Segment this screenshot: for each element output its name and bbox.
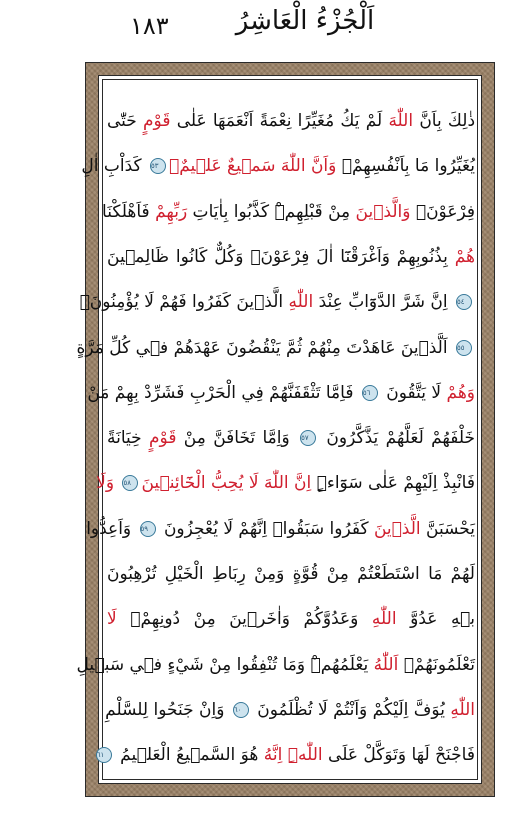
highlighted-text: هُمْ xyxy=(454,246,475,267)
highlighted-text: وَاَنَّ اللّٰهَ سَم۪يعٌ عَل۪يمٌۙ xyxy=(169,156,337,177)
highlighted-text: لَا xyxy=(107,609,117,630)
verse-line xyxy=(107,551,475,597)
verse-text: خَلْفَهُمْ لَعَلَّهُمْ يَذَّكَّرُونَ xyxy=(319,428,475,449)
verse-line xyxy=(76,642,475,688)
highlighted-text: وَهُمْ xyxy=(446,382,475,403)
page-frame xyxy=(76,62,495,797)
verse-text: ب۪هِ عَدُوَّ xyxy=(396,609,475,630)
verse-text: مِنْ قَبْلِهِمْۜ كَذَّبُوا بِاٰيَاتِ xyxy=(187,201,356,222)
verse-line xyxy=(107,687,475,733)
verse-text: بِذُنُوبِهِمْ وَاَغْرَقْنَٓا اٰلَ فِرْعَوْنَۚ وَكُلٌّ كَانُوا ظَالِم۪ينَ xyxy=(107,246,455,267)
verse-text-block xyxy=(76,98,476,778)
verse-text: كَدَاْبِ اٰلِ xyxy=(81,156,148,177)
ayah-number-marker: ٥٩ xyxy=(140,521,156,537)
verse-text: وَاَعِدُّوا xyxy=(86,518,137,539)
verse-text: فَاَهْلَكْنَا xyxy=(102,201,156,222)
verse-text: اِنَّ شَرَّ الدَّوَٓابِّ عِنْدَ xyxy=(313,292,453,313)
verse-line xyxy=(86,506,475,552)
verse-text: تَعْلَمُونَهُمْۚ xyxy=(398,654,475,675)
verse-text: فَاِمَّا تَثْقَفَنَّهُمْ فِي الْحَرْبِ فَشَرِّدْ بِهِمْ مَنْ xyxy=(87,382,359,403)
verse-line xyxy=(81,143,475,189)
verse-text: فَانْبِذْ اِلَيْهِمْ عَلٰى سَوَٓاءٍۜ xyxy=(311,473,475,494)
verse-text: حَتّٰى xyxy=(107,111,144,131)
verse-text: الَّذ۪ينَ كَفَرُوا فَهُمْ لَا يُؤْمِنُونَۚ xyxy=(79,292,289,313)
verse-line xyxy=(107,234,475,280)
ayah-number-marker: ٥٧ xyxy=(300,430,316,446)
verse-line xyxy=(96,460,475,506)
verse-text: فِرْعَوْنَۙ xyxy=(410,201,475,222)
verse-text: وَاِنْ جَنَحُوا لِلسَّلْمِ xyxy=(105,699,230,720)
verse-text: لَمْ يَكُ مُغَيِّرًا نِعْمَةً اَنْعَمَهَا عَلٰى xyxy=(170,111,389,131)
juz-title: اَلْجُزْءُ الْعَاشِرُ xyxy=(235,6,375,36)
ayah-number-marker: ٥٨ xyxy=(122,475,138,491)
verse-text: يُغَيِّرُوا مَا بِاَنْفُسِهِمْۙ xyxy=(336,156,475,177)
highlighted-text: قَوْمٍ xyxy=(143,111,171,131)
verse-text: وَاِمَّا تَخَافَنَّ مِنْ xyxy=(176,428,298,449)
highlighted-text: اِنَّ اللّٰهَ لَا يُحِبُّ الْخَٓائِن۪ينَ xyxy=(141,473,312,494)
verse-text: يُوَفَّ اِلَيْكُمْ وَاَنْتُمْ لَا تُظْلَمُونَ xyxy=(251,699,451,720)
page-number: ١٨٣ xyxy=(130,12,169,40)
page-header xyxy=(0,0,518,60)
verse-text: لَهُمْ مَا اسْتَطَعْتُمْ مِنْ قُوَّةٍ وَمِنْ رِبَاطِ الْخَيْلِ تُرْهِبُونَ xyxy=(107,564,475,584)
verse-text: كَفَرُوا سَبَقُواۜ اِنَّهُمْ لَا يُعْجِزُونَ xyxy=(158,518,374,539)
highlighted-text: اللّٰهَ xyxy=(388,111,414,131)
highlighted-text: اللّٰهِ xyxy=(450,699,475,720)
highlighted-text: اللّٰهِ xyxy=(371,609,397,630)
verse-text: وَعَدُوَّكُمْ وَاٰخَر۪ينَ مِنْ دُونِهِمْۚ xyxy=(116,609,372,630)
verse-line xyxy=(76,325,475,371)
ayah-number-marker: ٥٤ xyxy=(456,294,472,310)
verse-text: خِيَانَةً xyxy=(107,428,150,449)
verse-text: لَا يَتَّقُونَ xyxy=(380,382,447,403)
ayah-number-marker: ٥٥ xyxy=(456,340,472,356)
verse-text: فَاجْنَحْ لَهَا وَتَوَكَّلْ عَلَى xyxy=(322,745,475,766)
highlighted-text: وَلَا xyxy=(96,473,120,494)
verse-text: يَعْلَمُهُمْۜ وَمَا تُنْفِقُوا مِنْ شَيْءٍ ف۪ي سَب۪يلِ xyxy=(76,654,374,675)
highlighted-text: رَبِّهِمْ xyxy=(155,201,188,222)
verse-line xyxy=(102,189,475,235)
highlighted-text: اللّٰهِ xyxy=(288,292,314,313)
verse-line xyxy=(107,98,475,144)
ayah-number-marker: ٦١ xyxy=(96,747,112,763)
highlighted-text: اَللّٰهُ xyxy=(373,654,399,675)
verse-text: هُوَ السَّم۪يعُ الْعَل۪يمُ xyxy=(114,745,264,766)
ayah-number-marker: ٦٠ xyxy=(233,702,249,718)
verse-line xyxy=(107,415,475,461)
verse-text: اَلَّذ۪ينَ عَاهَدْتَ مِنْهُمْ ثُمَّ يَنْقُضُونَ عَهْدَهُمْ ف۪ي كُلِّ مَرَّةٍ xyxy=(76,337,453,358)
ayah-number-marker: ٥٣ xyxy=(150,158,166,174)
verse-line xyxy=(96,732,475,778)
highlighted-text: اللّٰهِۜ اِنَّهُ xyxy=(263,745,323,766)
text-panel xyxy=(76,75,482,784)
highlighted-text: وَالَّذ۪ينَ xyxy=(355,201,411,222)
verse-line xyxy=(107,596,475,642)
verse-line xyxy=(87,370,475,416)
highlighted-text: قَوْمٍ xyxy=(149,428,177,449)
verse-text: ذٰلِكَ بِاَنَّ xyxy=(413,111,476,131)
verse-line xyxy=(79,279,475,325)
highlighted-text: الَّذ۪ينَ xyxy=(373,518,421,539)
ayah-number-marker: ٥٦ xyxy=(362,385,378,401)
verse-text: يَحْسَبَنَّ xyxy=(420,518,475,539)
